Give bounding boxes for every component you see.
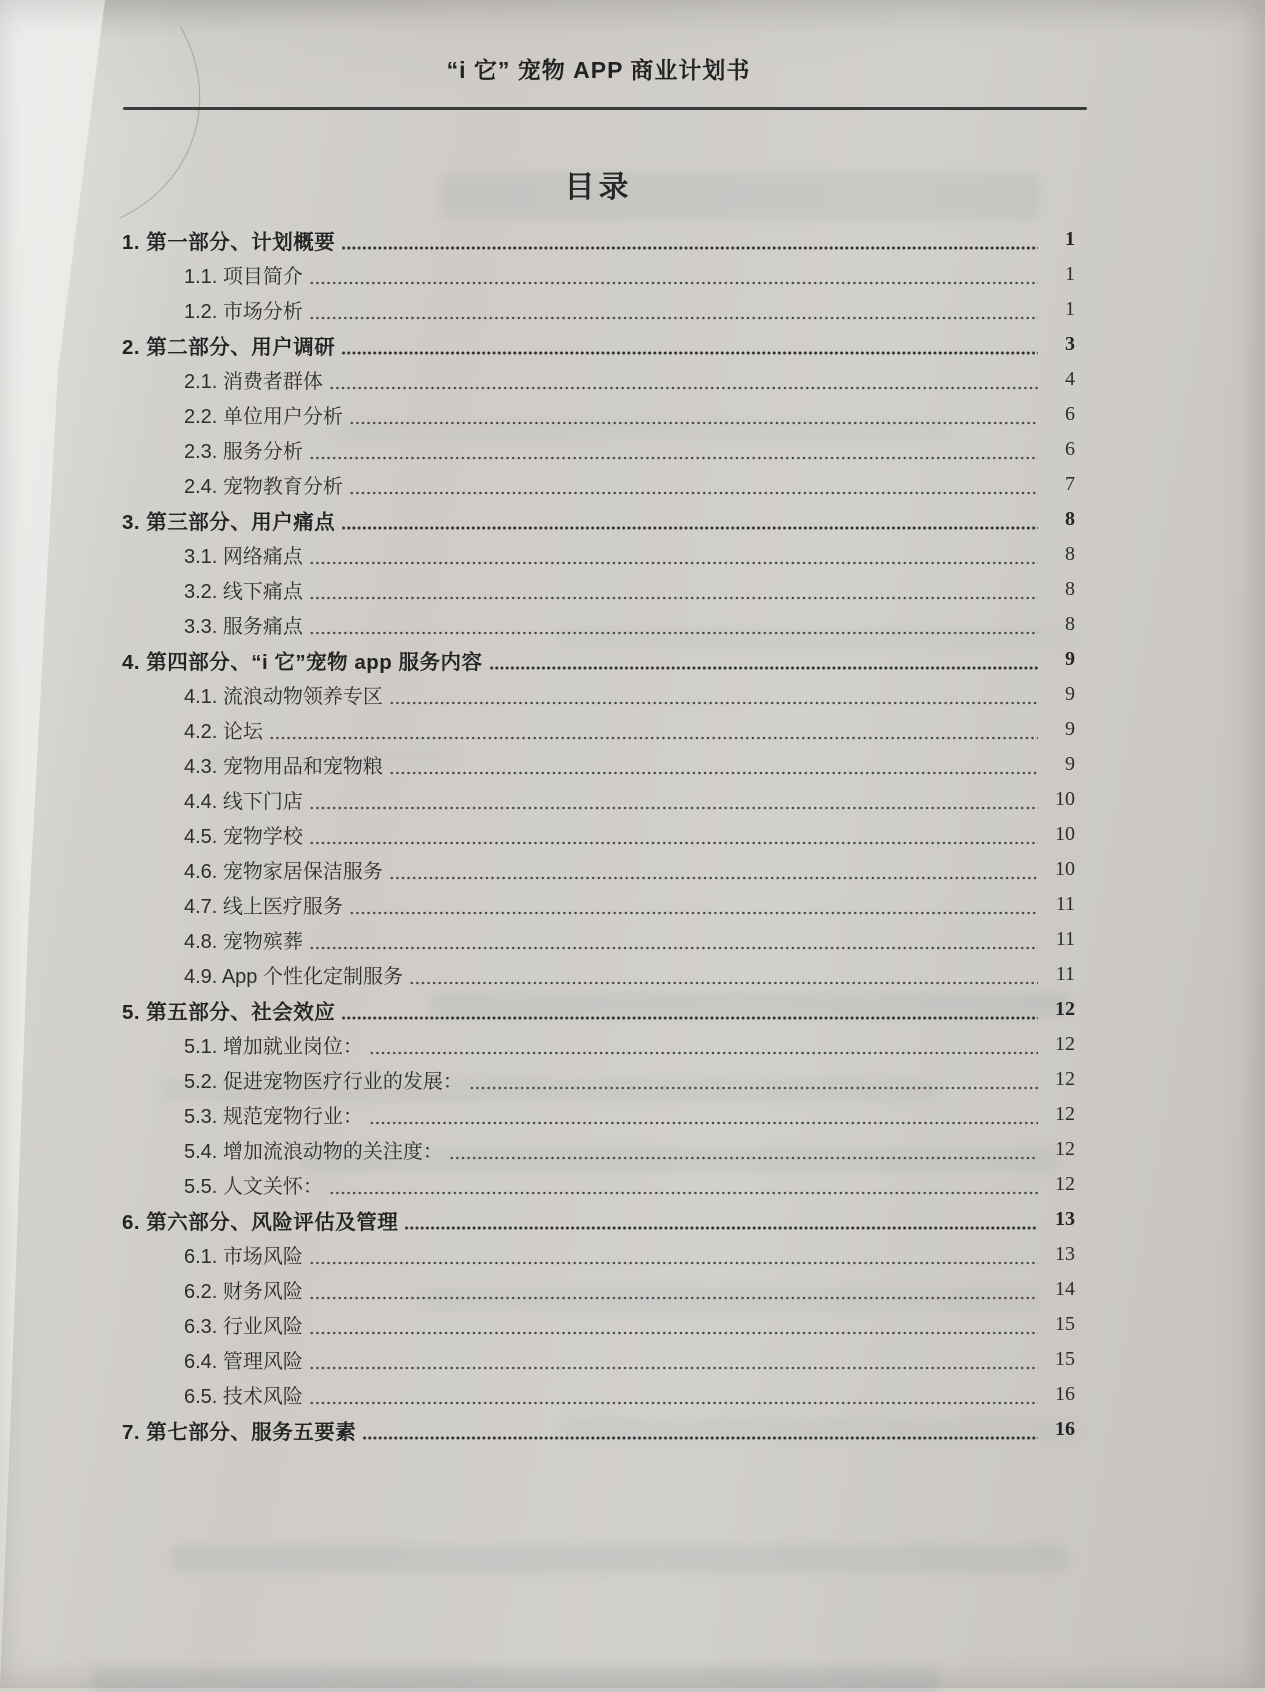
toc-dot-leader	[341, 222, 1038, 257]
toc-entry-page: 12	[1055, 1033, 1075, 1055]
toc-entry-label: 6.4. 管理风险	[184, 1351, 303, 1373]
toc-entry-label: 6.5. 技术风险	[184, 1386, 303, 1408]
toc-entry	[122, 1342, 1075, 1377]
toc-entry	[122, 957, 1075, 992]
toc-entry	[122, 817, 1075, 852]
toc-entry-label: 3.1. 网络痛点	[184, 546, 303, 568]
toc-dot-leader	[409, 957, 1038, 992]
toc-entry-page: 16	[1055, 1418, 1075, 1440]
toc-entry-page: 10	[1055, 788, 1075, 810]
toc-entry-page: 1	[1065, 298, 1075, 320]
toc-entry-page: 15	[1055, 1313, 1075, 1335]
toc-entry-label: 6.2. 财务风险	[184, 1281, 303, 1303]
toc-entry	[122, 362, 1075, 397]
toc-dot-leader	[309, 782, 1038, 817]
toc-entry-page: 11	[1055, 928, 1075, 950]
toc-dot-leader	[404, 1202, 1038, 1237]
toc-entry-label: 5.4. 增加流浪动物的关注度：	[184, 1141, 443, 1163]
toc-entry-page: 1	[1065, 263, 1075, 285]
toc-dot-leader	[309, 817, 1038, 852]
toc-entry	[122, 572, 1075, 607]
toc-entry	[122, 1307, 1075, 1342]
header-rule	[123, 107, 1087, 110]
toc-entry	[122, 1377, 1075, 1412]
toc-entry	[122, 1237, 1075, 1272]
toc-entry	[122, 992, 1075, 1027]
toc-dot-leader	[309, 292, 1038, 327]
toc-entry-label: 5.2. 促进宠物医疗行业的发展：	[184, 1071, 463, 1093]
toc-dot-leader	[469, 1062, 1038, 1097]
toc-entry-page: 6	[1065, 438, 1075, 460]
toc-dot-leader	[329, 1167, 1038, 1202]
toc-entry-page: 9	[1065, 648, 1075, 670]
toc-entry	[122, 222, 1075, 257]
toc-entry-page: 3	[1065, 333, 1075, 355]
toc-entry-label: 4.4. 线下门店	[184, 791, 303, 813]
toc-dot-leader	[329, 362, 1038, 397]
toc-entry-page: 6	[1065, 403, 1075, 425]
toc-dot-leader	[309, 1307, 1038, 1342]
toc-entry	[122, 537, 1075, 572]
toc-entry	[122, 1097, 1075, 1132]
toc-dot-leader	[309, 1272, 1038, 1307]
toc-entry-page: 8	[1065, 543, 1075, 565]
toc-entry	[122, 1272, 1075, 1307]
toc-entry-label: 3.2. 线下痛点	[184, 581, 303, 603]
toc-entry-label: 5. 第五部分、社会效应	[122, 1000, 336, 1024]
toc-list	[122, 222, 1075, 1447]
toc-entry-page: 9	[1065, 753, 1075, 775]
toc-dot-leader	[349, 397, 1038, 432]
document-header-title: “i 它” 宠物 APP 商业计划书	[446, 57, 751, 83]
toc-entry-page: 1	[1065, 228, 1075, 250]
toc-entry-page: 12	[1055, 1173, 1075, 1195]
toc-entry-label: 3. 第三部分、用户痛点	[122, 510, 336, 534]
toc-entry-label: 4.2. 论坛	[184, 721, 263, 743]
toc-dot-leader	[309, 1237, 1038, 1272]
toc-dot-leader	[362, 1412, 1038, 1447]
toc-entry-label: 4.7. 线上医疗服务	[184, 896, 343, 918]
toc-title: 目录	[564, 171, 633, 204]
toc-entry	[122, 1132, 1075, 1167]
toc-entry-page: 8	[1065, 613, 1075, 635]
toc-entry-page: 16	[1055, 1383, 1075, 1405]
toc-entry-page: 12	[1055, 1068, 1075, 1090]
toc-dot-leader	[341, 327, 1038, 362]
toc-entry-page: 11	[1055, 963, 1075, 985]
toc-dot-leader	[489, 642, 1038, 677]
toc-dot-leader	[309, 537, 1038, 572]
toc-entry-label: 4.8. 宠物殡葬	[184, 931, 303, 953]
toc-entry-label: 7. 第七部分、服务五要素	[122, 1420, 357, 1444]
toc-entry-page: 12	[1055, 1103, 1075, 1125]
toc-entry-label: 4.6. 宠物家居保洁服务	[184, 861, 383, 883]
toc-dot-leader	[309, 572, 1038, 607]
toc-entry-page: 10	[1055, 823, 1075, 845]
toc-entry	[122, 922, 1075, 957]
toc-dot-leader	[309, 257, 1038, 292]
toc-entry-label: 2.4. 宠物教育分析	[184, 476, 343, 498]
toc-entry	[122, 257, 1075, 292]
toc-entry-label: 4. 第四部分、“i 它”宠物 app 服务内容	[122, 650, 483, 674]
toc-entry	[122, 1412, 1075, 1447]
toc-entry-page: 10	[1055, 858, 1075, 880]
toc-dot-leader	[369, 1097, 1038, 1132]
toc-entry-label: 1.2. 市场分析	[184, 301, 303, 323]
toc-entry-label: 5.3. 规范宠物行业：	[184, 1106, 363, 1128]
toc-entry	[122, 1167, 1075, 1202]
toc-dot-leader	[269, 712, 1038, 747]
toc-entry	[122, 642, 1075, 677]
toc-entry-page: 15	[1055, 1348, 1075, 1370]
toc-entry-page: 7	[1065, 473, 1075, 495]
toc-entry-page: 9	[1065, 683, 1075, 705]
toc-entry-label: 3.3. 服务痛点	[184, 616, 303, 638]
toc-entry	[122, 397, 1075, 432]
toc-entry-label: 5.5. 人文关怀：	[184, 1176, 323, 1198]
toc-entry	[122, 887, 1075, 922]
toc-dot-leader	[449, 1132, 1038, 1167]
toc-entry-label: 1.1. 项目简介	[184, 266, 303, 288]
toc-entry	[122, 747, 1075, 782]
toc-entry-label: 4.3. 宠物用品和宠物粮	[184, 756, 383, 778]
toc-dot-leader	[309, 432, 1038, 467]
toc-entry-page: 13	[1055, 1208, 1075, 1230]
toc-entry	[122, 432, 1075, 467]
toc-dot-leader	[341, 502, 1038, 537]
toc-dot-leader	[309, 1377, 1038, 1412]
toc-entry	[122, 1062, 1075, 1097]
toc-entry-page: 11	[1055, 893, 1075, 915]
toc-entry-label: 4.9. App 个性化定制服务	[184, 966, 403, 988]
toc-dot-leader	[349, 887, 1038, 922]
toc-entry	[122, 327, 1075, 362]
toc-entry-page: 14	[1055, 1278, 1075, 1300]
toc-entry-label: 2.1. 消费者群体	[184, 371, 323, 393]
toc-entry-label: 6. 第六部分、风险评估及管理	[122, 1210, 399, 1234]
toc-entry	[122, 607, 1075, 642]
toc-entry-label: 6.3. 行业风险	[184, 1316, 303, 1338]
toc-entry-label: 4.5. 宠物学校	[184, 826, 303, 848]
toc-dot-leader	[369, 1027, 1038, 1062]
toc-entry-page: 4	[1065, 368, 1075, 390]
toc-entry	[122, 852, 1075, 887]
toc-entry-page: 9	[1065, 718, 1075, 740]
toc-dot-leader	[309, 922, 1038, 957]
toc-dot-leader	[389, 852, 1038, 887]
toc-entry-label: 2. 第二部分、用户调研	[122, 335, 336, 359]
toc-dot-leader	[349, 467, 1038, 502]
toc-entry-label: 4.1. 流浪动物领养专区	[184, 686, 383, 708]
toc-entry	[122, 712, 1075, 747]
toc-entry-label: 2.3. 服务分析	[184, 441, 303, 463]
toc-entry	[122, 502, 1075, 537]
toc-entry-page: 12	[1055, 1138, 1075, 1160]
toc-entry	[122, 467, 1075, 502]
toc-dot-leader	[309, 1342, 1038, 1377]
toc-dot-leader	[389, 747, 1038, 782]
toc-dot-leader	[309, 607, 1038, 642]
toc-entry-page: 8	[1065, 578, 1075, 600]
toc-entry	[122, 782, 1075, 817]
toc-entry	[122, 677, 1075, 712]
toc-entry	[122, 292, 1075, 327]
toc-entry	[122, 1027, 1075, 1062]
toc-entry-page: 8	[1065, 508, 1075, 530]
toc-entry-page: 13	[1055, 1243, 1075, 1265]
toc-entry-label: 6.1. 市场风险	[184, 1246, 303, 1268]
toc-entry	[122, 1202, 1075, 1237]
toc-entry-label: 5.1. 增加就业岗位：	[184, 1036, 363, 1058]
toc-dot-leader	[389, 677, 1038, 712]
toc-dot-leader	[341, 992, 1038, 1027]
toc-entry-label: 2.2. 单位用户分析	[184, 406, 343, 428]
toc-entry-page: 12	[1055, 998, 1075, 1020]
toc-entry-label: 1. 第一部分、计划概要	[122, 230, 336, 254]
